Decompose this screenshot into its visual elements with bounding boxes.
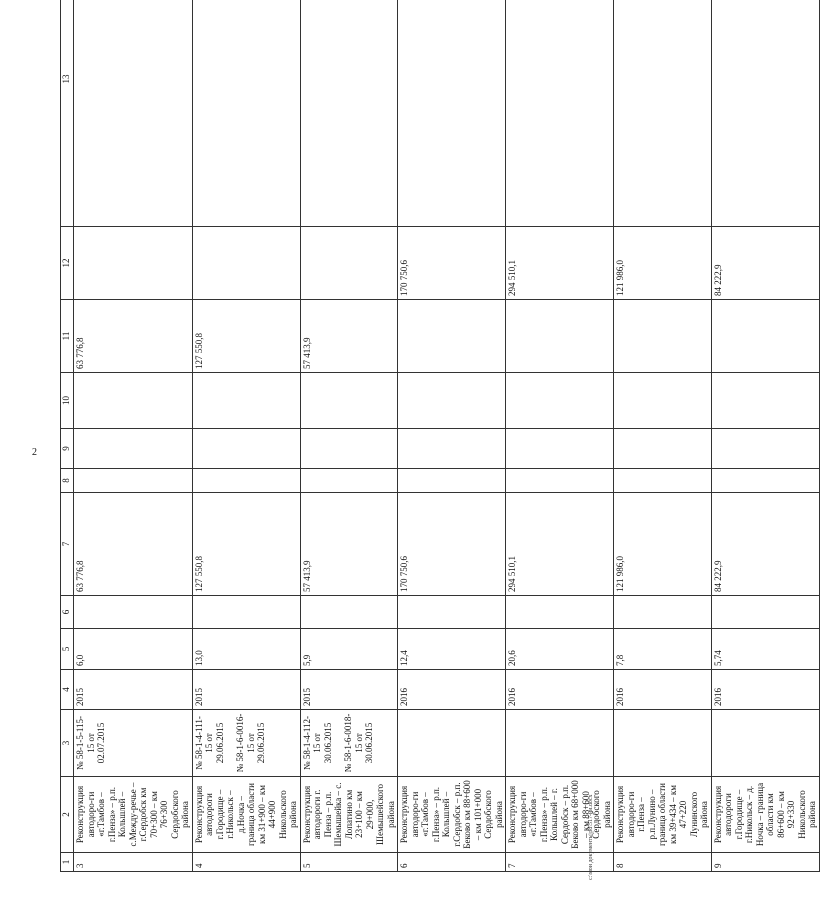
length-km: 5,74: [711, 629, 819, 670]
expertise-conclusion: [711, 710, 819, 777]
col-8: [711, 469, 819, 493]
col-10: [192, 373, 300, 429]
row-number: 6: [398, 853, 506, 872]
column-header: 7: [61, 493, 74, 596]
col-10: [506, 373, 614, 429]
table-row: [614, 0, 712, 872]
column-header: 11: [61, 300, 74, 373]
project-name: Реконструкция автодоро-ги «г.Тамбов – г.Пенза» – р.п. Кольшлей – с.Между-речье – г.Сердобск км 70+300 – км 76+300 Сердобского района: [74, 777, 193, 853]
conclusion-ref: № 58-1-5-115-15 от 02.07.2015: [75, 716, 106, 770]
conclusion-ref: № 58-1-4-111-15 от 29.06.2015: [193, 716, 225, 770]
col-10: [300, 373, 398, 429]
col-8: [614, 469, 712, 493]
col-9: [398, 429, 506, 469]
length-km: 6,0: [74, 629, 193, 670]
project-name: Реконструкция автодоро-ги «г.Тамбов – г.Пенза» – р.п. Кольшлей – г. Сердобск – р.п. Беково км 68+000 – км 88+600 Сердобского района: [506, 777, 614, 853]
file-path-footer: c:\мои документы\pd\517-ии.docx: [588, 794, 594, 880]
col-6: [74, 596, 193, 629]
column-header: 5: [61, 629, 74, 670]
cost-col-11: [506, 300, 614, 373]
col-8: [300, 469, 398, 493]
year: 2016: [711, 670, 819, 710]
expertise-conclusion: [74, 710, 193, 777]
col-13: [711, 0, 819, 227]
col-13: [614, 0, 712, 227]
col-9: [74, 429, 193, 469]
cost-col-11: [614, 300, 712, 373]
col-10: [711, 373, 819, 429]
col-13: [192, 0, 300, 227]
length-km: 5,9: [300, 629, 398, 670]
expertise-conclusion: [300, 710, 398, 777]
col-9: [614, 429, 712, 469]
col-9: [192, 429, 300, 469]
year: 2015: [74, 670, 193, 710]
table-row: [192, 0, 300, 872]
project-name: Реконструкция автодороги г. Пенза – р.п. Шемышейка – с. Лопатино км 23+100 – км 29+000, Шемышейского района: [300, 777, 398, 853]
cost-col-11: [711, 300, 819, 373]
cost-col-11: 127 550,8: [192, 300, 300, 373]
col-9: [711, 429, 819, 469]
col-13: [398, 0, 506, 227]
project-name: Реконструкция автодоро-ги «г.Тамбов – г.Пенза» – р.п. Кольшлей – г.Сердобск – р.п. Беково км 88+600 – км 101+000 Сердобского района: [398, 777, 506, 853]
project-name: Реконструкция автодороги г.Городище – г.Никольск – д. Ночка – граница области км 86+600 – км 92+330 Никольского района: [711, 777, 819, 853]
col-6: [614, 596, 712, 629]
column-header: 13: [61, 0, 74, 227]
column-header: 4: [61, 670, 74, 710]
column-header: 1: [61, 853, 74, 872]
column-number-row: [61, 0, 74, 872]
conclusion-ref: № 58-1-6-0018-15 от 30.06.2015: [343, 713, 374, 773]
row-number: 3: [74, 853, 193, 872]
table-row: [300, 0, 398, 872]
page-number: 2: [32, 447, 37, 458]
cost-col-11: [398, 300, 506, 373]
year: 2016: [398, 670, 506, 710]
total-cost: 170 750,6: [398, 493, 506, 596]
col-13: [300, 0, 398, 227]
row-number: 4: [192, 853, 300, 872]
cost-col-11: 57 413,9: [300, 300, 398, 373]
cost-col-12: 170 750,6: [398, 227, 506, 300]
col-9: [506, 429, 614, 469]
col-10: [398, 373, 506, 429]
total-cost: 57 413,9: [300, 493, 398, 596]
col-6: [398, 596, 506, 629]
row-number: 9: [711, 853, 819, 872]
col-13: [74, 0, 193, 227]
col-8: [506, 469, 614, 493]
column-header: 9: [61, 429, 74, 469]
rotated-table-container: [60, 32, 817, 872]
expertise-conclusion: [506, 710, 614, 777]
total-cost: 127 550,8: [192, 493, 300, 596]
row-number: 5: [300, 853, 398, 872]
cost-col-12: [74, 227, 193, 300]
col-8: [398, 469, 506, 493]
column-header: 10: [61, 373, 74, 429]
length-km: 7,8: [614, 629, 712, 670]
col-8: [192, 469, 300, 493]
project-name: Реконструкция автодоро-ги г.Пенза – р.п.Лунино – граница области км 39+434 – км 47+220 Лунинского района: [614, 777, 712, 853]
column-header: 3: [61, 710, 74, 777]
table-row: [74, 0, 193, 872]
length-km: 20,6: [506, 629, 614, 670]
cost-col-12: 121 986,0: [614, 227, 712, 300]
col-6: [300, 596, 398, 629]
col-10: [74, 373, 193, 429]
cost-col-11: 63 776,8: [74, 300, 193, 373]
expertise-conclusion: [398, 710, 506, 777]
total-cost: 63 776,8: [74, 493, 193, 596]
length-km: 12,4: [398, 629, 506, 670]
column-header: 12: [61, 227, 74, 300]
cost-col-12: 84 222,9: [711, 227, 819, 300]
row-number: 8: [614, 853, 712, 872]
table-row: [711, 0, 819, 872]
total-cost: 121 986,0: [614, 493, 712, 596]
col-6: [192, 596, 300, 629]
column-header: 6: [61, 596, 74, 629]
year: 2015: [300, 670, 398, 710]
col-10: [614, 373, 712, 429]
total-cost: 84 222,9: [711, 493, 819, 596]
conclusion-ref: № 58-1-4-112-15 от 30.06.2015: [301, 716, 333, 770]
table-row: [506, 0, 614, 872]
conclusion-ref: № 58-1-6-0016-15 от 29.06.2015: [235, 713, 266, 773]
expertise-conclusion: [192, 710, 300, 777]
cost-col-12: [300, 227, 398, 300]
investment-table: [60, 0, 820, 872]
cost-col-12: 294 510,1: [506, 227, 614, 300]
total-cost: 294 510,1: [506, 493, 614, 596]
length-km: 13,0: [192, 629, 300, 670]
cost-col-12: [192, 227, 300, 300]
col-6: [506, 596, 614, 629]
col-6: [711, 596, 819, 629]
year: 2016: [506, 670, 614, 710]
col-13: [506, 0, 614, 227]
col-8: [74, 469, 193, 493]
project-name: Реконструкция автодороги г.Городище – г.Никольск – д.Ночка – граница области км 31+900 – км 44+900 Никольского района: [192, 777, 300, 853]
column-header: 8: [61, 469, 74, 493]
row-number: 7: [506, 853, 614, 872]
col-9: [300, 429, 398, 469]
year: 2016: [614, 670, 712, 710]
column-header: 2: [61, 777, 74, 853]
year: 2015: [192, 670, 300, 710]
table-row: [398, 0, 506, 872]
expertise-conclusion: [614, 710, 712, 777]
